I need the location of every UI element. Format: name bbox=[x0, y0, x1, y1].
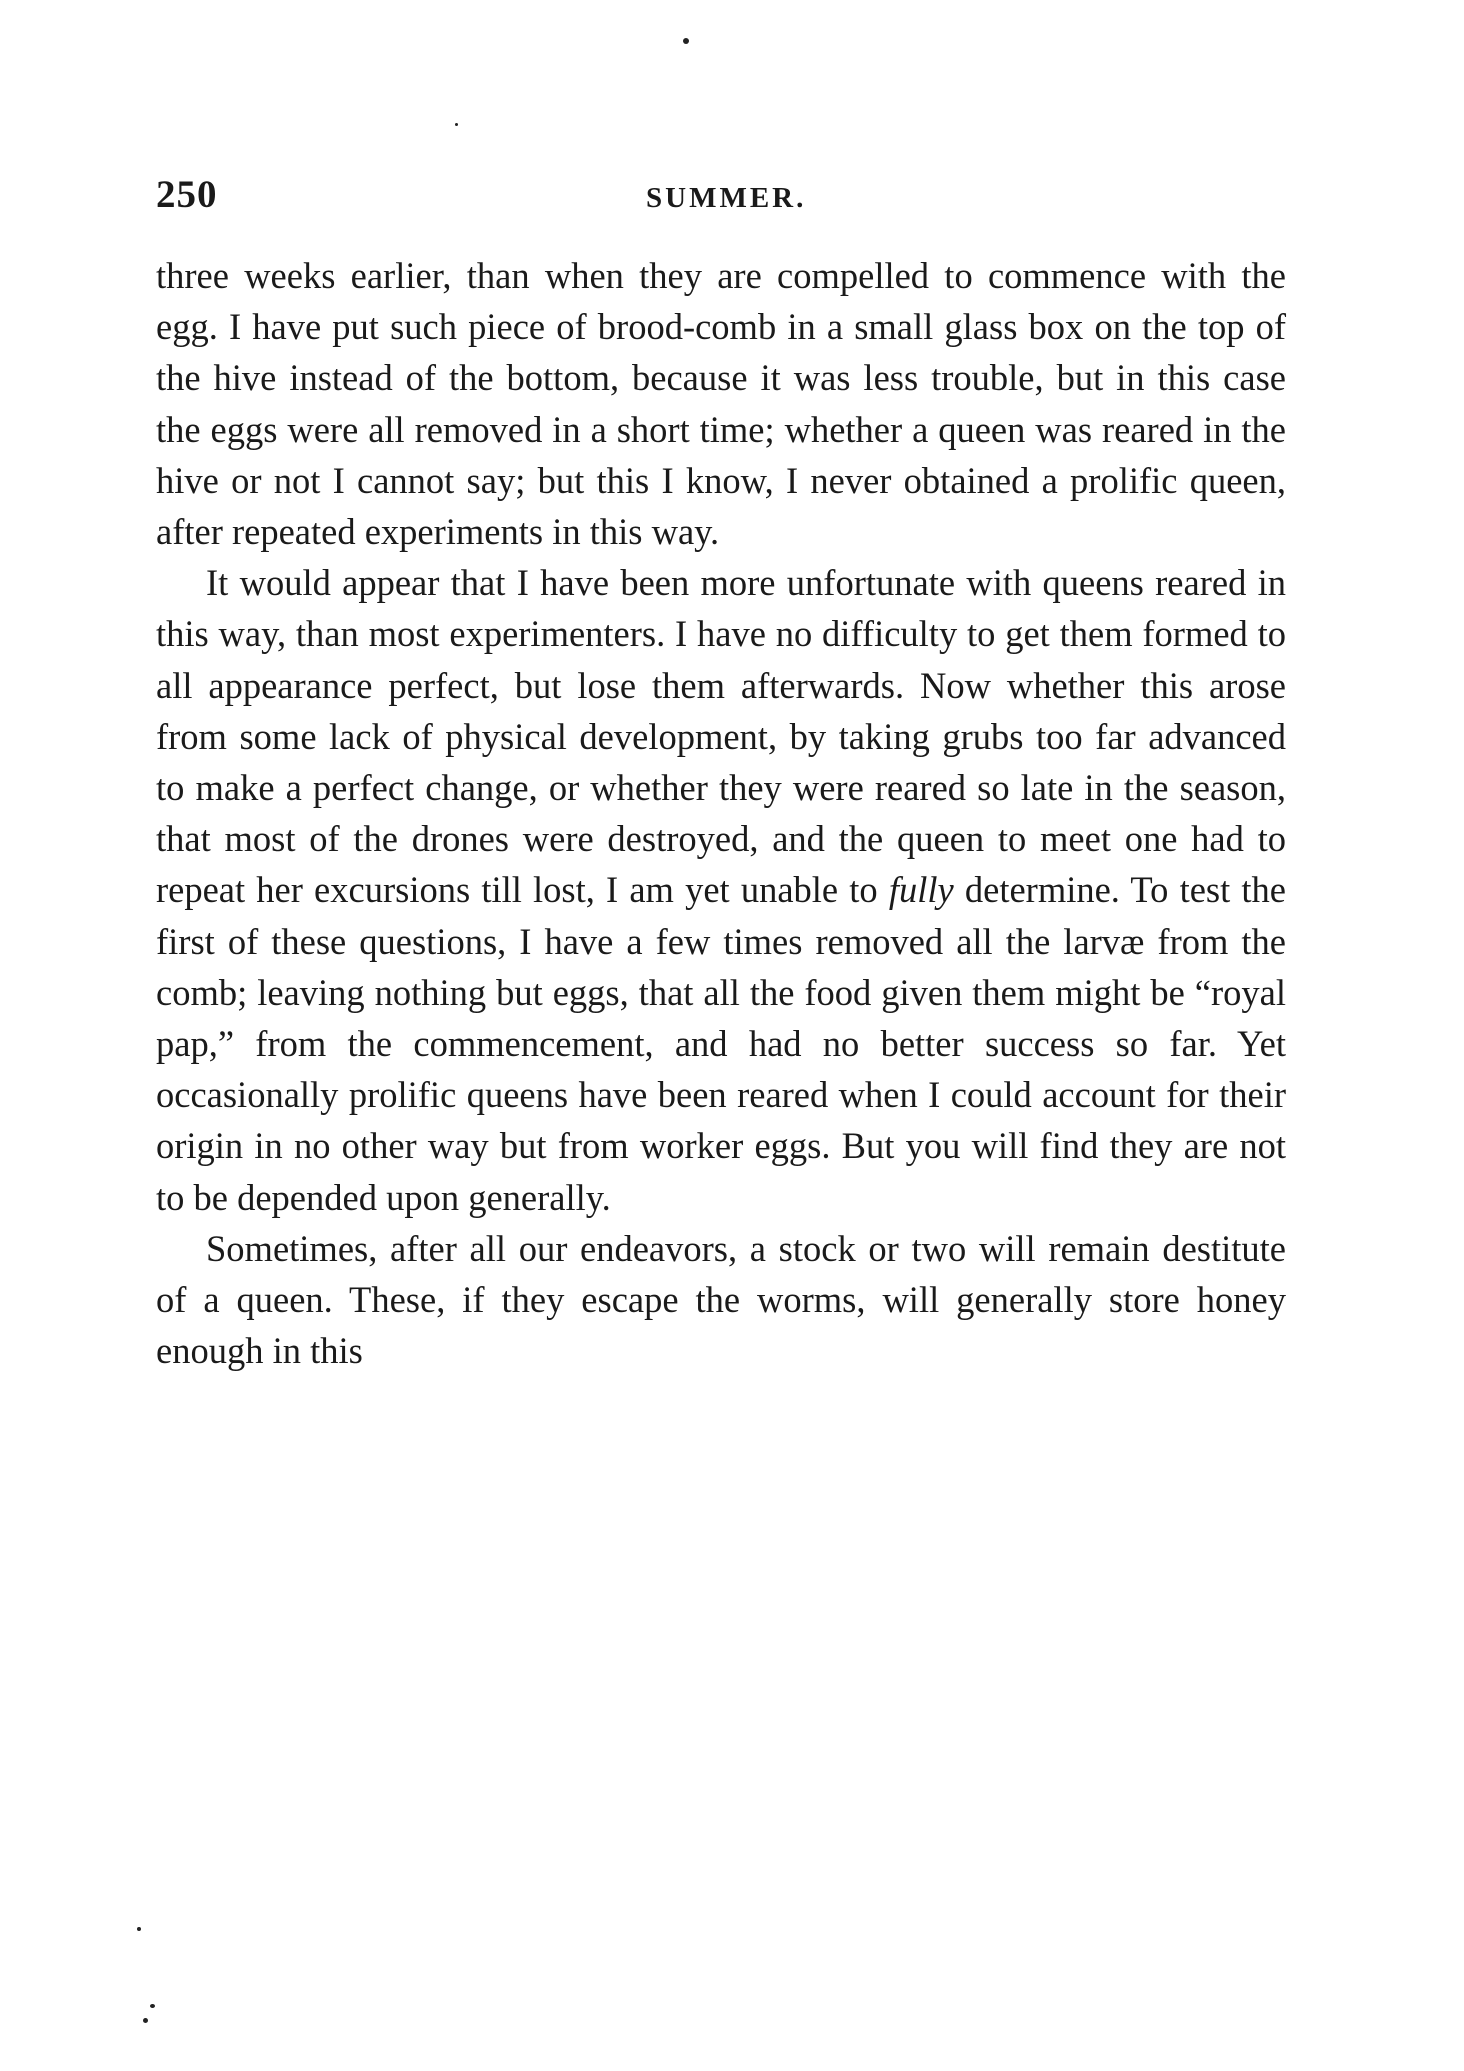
page-header bbox=[156, 172, 1286, 224]
paragraph-2-text-before: It would appear that I have been more unfortunate with queens reared in this way, than most experimenters. I have no difficulty to get them formed to all appearance perfect, but lose them afterwards. Now whether this arose from some lack of physical development, by taking grubs too far advanced to make a perfect change, or whether they were reared so late in the season, that most of the drones were destroyed, and the queen to meet one had to repeat her excursions till lost, I am yet unable to bbox=[156, 562, 1286, 911]
scan-speck bbox=[683, 38, 689, 44]
paragraph-2 bbox=[156, 557, 1286, 1223]
paragraph-2-text-after: determine. To test the first of these questions, I have a few times removed all the larvæ from the comb; leaving nothing but eggs, that all the food given them might be “royal pap,” from the commencement, and had no better success so far. Yet occasionally prolific queens have been reared when I could account for their origin in no other way but from worker eggs. But you will find they are not to be depended upon generally. bbox=[156, 869, 1286, 1218]
running-head: SUMMER. bbox=[646, 182, 807, 214]
emphasis-fully: fully bbox=[888, 869, 954, 911]
scan-speck bbox=[143, 2018, 148, 2023]
body-text bbox=[156, 250, 1286, 1376]
paragraph-1: three weeks earlier, than when they are compelled to commence with the egg. I have put such piece of brood-comb in a small glass box on the top of the hive instead of the bottom, because it was less trouble, but in this case the eggs were all removed in a short time; whether a queen was reared in the hive or not I cannot say; but this I know, I never obtained a prolific queen, after repeated experiments in this way. bbox=[156, 255, 1286, 553]
paragraph-3: Sometimes, after all our endeavors, a stock or two will remain destitute of a queen. These, if they escape the worms, will generally store honey enough in this bbox=[156, 1227, 1286, 1372]
scan-speck bbox=[455, 123, 458, 126]
page-number: 250 bbox=[156, 173, 218, 216]
scan-speck bbox=[137, 1927, 141, 1931]
scan-speck bbox=[150, 2004, 155, 2008]
